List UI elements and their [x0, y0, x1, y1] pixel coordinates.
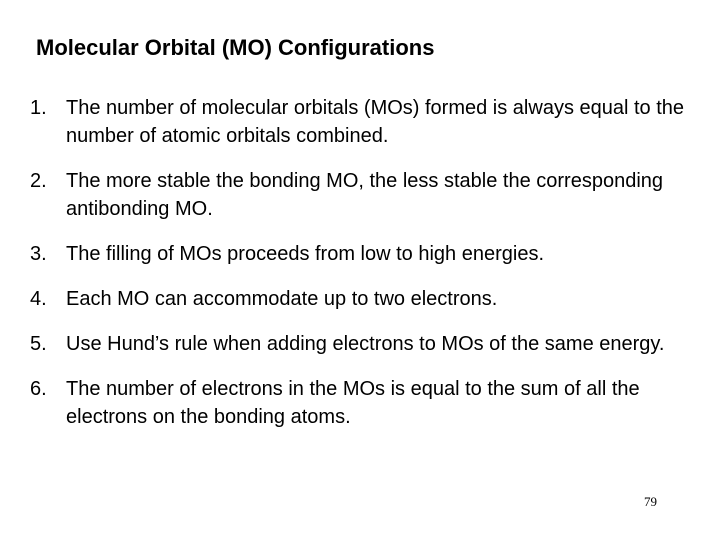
slide-title: Molecular Orbital (MO) Configurations	[36, 35, 435, 60]
item-text: The more stable the bonding MO, the less stable the corresponding antibonding MO.	[66, 170, 664, 220]
list-item	[30, 285, 700, 313]
list-item	[30, 375, 700, 431]
item-text: The number of molecular orbitals (MOs) formed is always equal to the number of atomic orbitals combined.	[66, 97, 685, 147]
rules-list	[30, 94, 700, 448]
list-item	[30, 330, 700, 358]
list-item	[30, 94, 700, 150]
item-number: 5.	[30, 333, 47, 355]
item-number: 1.	[30, 97, 47, 119]
item-number: 4.	[30, 288, 47, 310]
item-number: 2.	[30, 170, 47, 192]
item-text: Use Hund’s rule when adding electrons to MOs of the same energy.	[66, 333, 665, 355]
list-item	[30, 167, 700, 223]
item-number: 3.	[30, 243, 47, 265]
item-text: Each MO can accommodate up to two electrons.	[66, 288, 498, 310]
list-item	[30, 240, 700, 268]
page-number: 79	[644, 494, 657, 509]
item-text: The filling of MOs proceeds from low to high energies.	[66, 243, 544, 265]
item-number: 6.	[30, 378, 47, 400]
item-text: The number of electrons in the MOs is equal to the sum of all the electrons on the bonding atoms.	[66, 378, 640, 428]
